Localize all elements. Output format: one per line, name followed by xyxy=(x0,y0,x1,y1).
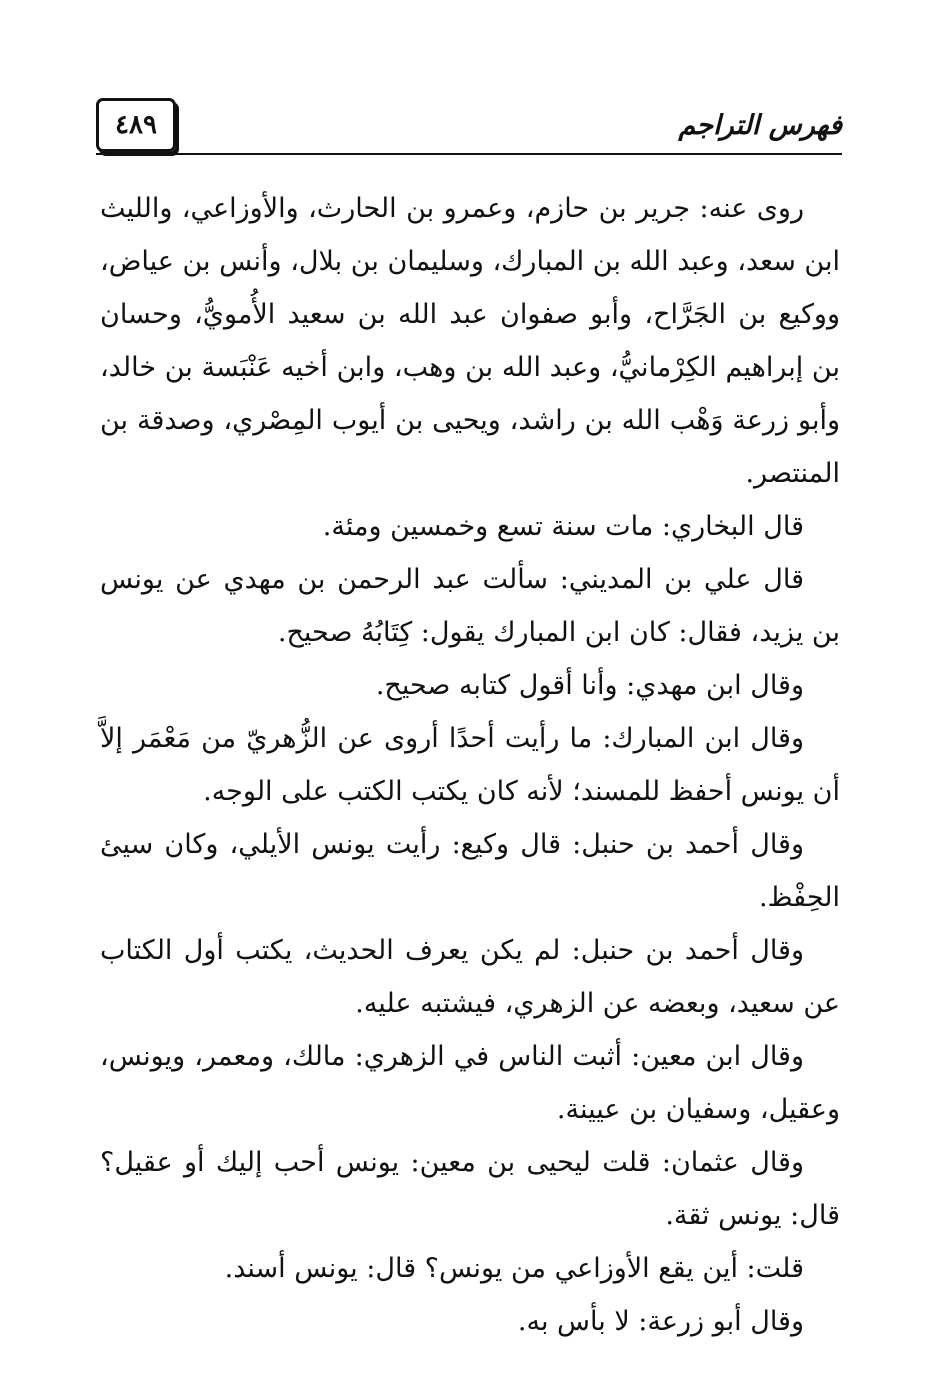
header-rule xyxy=(96,153,842,155)
running-title: فهرس التراجم xyxy=(678,110,842,141)
paragraph-ibn-main: وقال ابن معين: أثبت الناس في الزهري: مالك، ومعمر، ويونس، وعقيل، وسفيان بن عيينة. xyxy=(100,1041,840,1125)
paragraph-ibn-mahdi: وقال ابن مهدي: وأنا أقول كتابه صحيح. xyxy=(375,670,804,701)
paragraph-qultu: قلت: أين يقع الأوزاعي من يونس؟ قال: يونس أسند. xyxy=(224,1253,804,1284)
paragraph-ahmad-waki: وقال أحمد بن حنبل: قال وكيع: رأيت يونس الأيلي، وكان سيئ الحِفْظ. xyxy=(100,829,840,913)
page-header xyxy=(96,98,842,156)
paragraph-ibn-al-mubarak: وقال ابن المبارك: ما رأيت أحدًا أروى عن الزُّهريّ من مَعْمَر إلاَّ أن يونس أحفظ للمسند؛ لأنه كان يكتب الكتب على الوجه. xyxy=(100,723,840,807)
paragraph-ibn-al-madini: قال علي بن المديني: سألت عبد الرحمن بن مهدي عن يونس بن يزيد، فقال: كان ابن المبارك يقول: كِتَابُهُ صحيح. xyxy=(100,564,840,648)
page-number: ٤٨٩ xyxy=(115,110,157,140)
page-body xyxy=(100,182,840,1348)
paragraph-abu-zura: وقال أبو زرعة: لا بأس به. xyxy=(517,1306,804,1337)
paragraph-narrators: روى عنه: جرير بن حازم، وعمرو بن الحارث، والأوزاعي، والليث ابن سعد، وعبد الله بن المبارك، وسليمان بن بلال، وأنس بن عياض، ووكيع بن الجَرَّاح، وأبو صفوان عبد الله بن سعيد الأُمويُّ، وحسان بن إبراهيم الكِرْمانيُّ، وعبد الله بن وهب، وابن أخيه عَنْبَسة بن خالد، وأبو زرعة وَهْب الله بن راشد، ويحيى بن أيوب المِصْري، وصدقة بن المنتصر. xyxy=(100,193,840,489)
paragraph-uthman: وقال عثمان: قلت ليحيى بن معين: يونس أحب إليك أو عقيل؟ قال: يونس ثقة. xyxy=(100,1147,840,1231)
paragraph-ahmad-hanbal: وقال أحمد بن حنبل: لم يكن يعرف الحديث، يكتب أول الكتاب عن سعيد، وبعضه عن الزهري، فيشتبه عليه. xyxy=(100,935,840,1019)
page-number-box xyxy=(96,98,176,152)
paragraph-bukhari: قال البخاري: مات سنة تسع وخمسين ومئة. xyxy=(322,511,804,542)
